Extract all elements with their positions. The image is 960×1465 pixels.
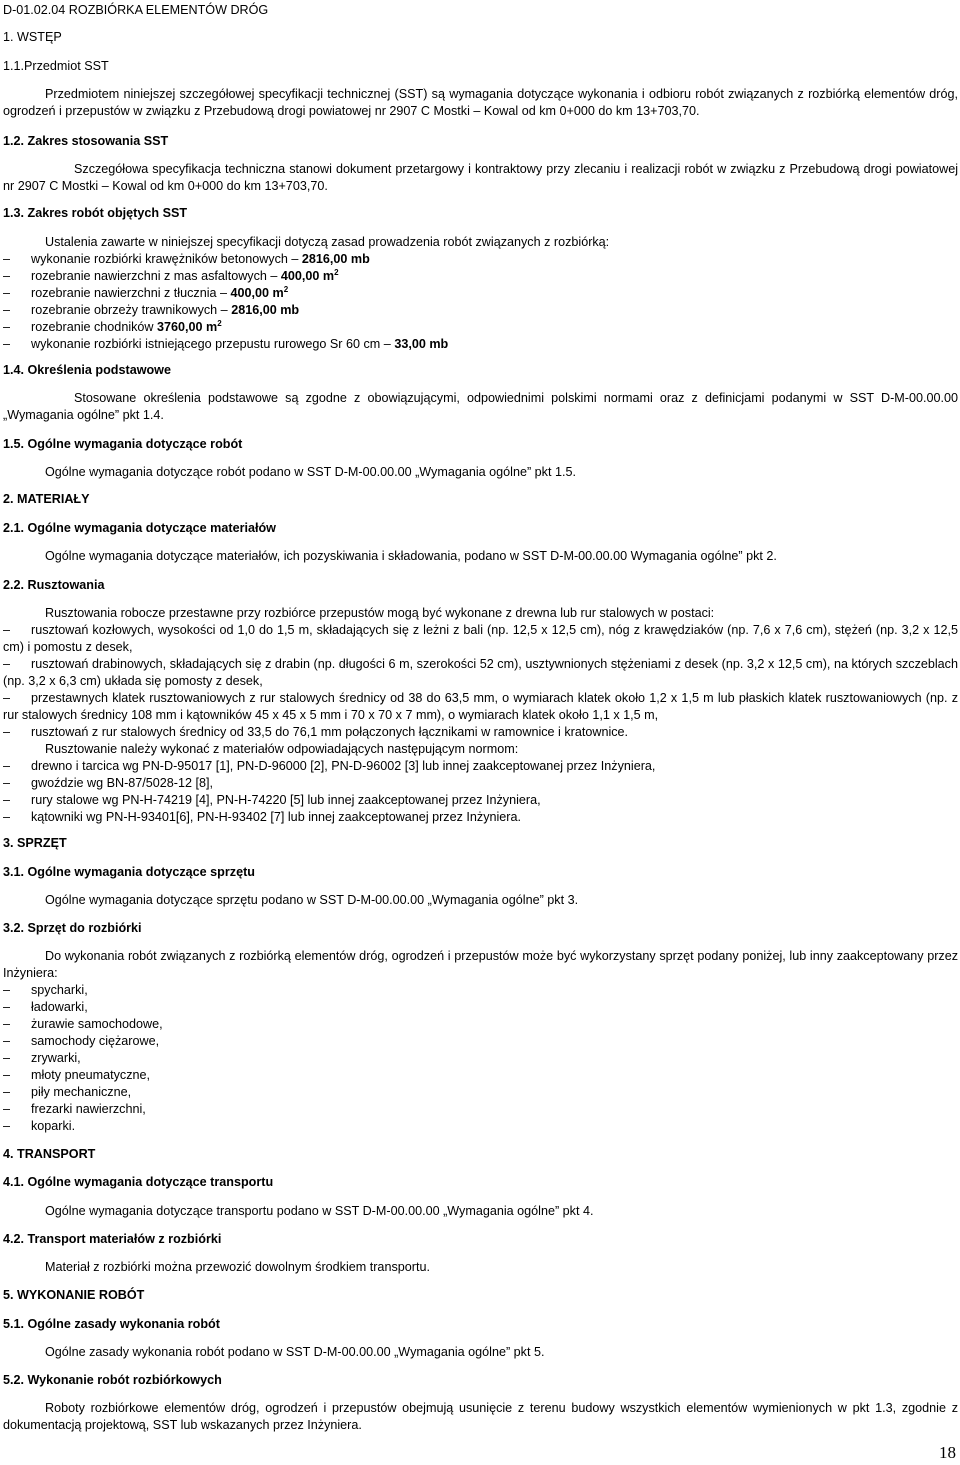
dash-bullet: – (3, 337, 11, 351)
list-item-text: rury stalowe wg PN-H-74219 [4], PN-H-74220 [5] lub innej zaakceptowanej przez Inżyniera, (31, 793, 541, 807)
scaffold-list (3, 622, 958, 826)
unit-superscript: 2 (283, 284, 289, 294)
section-2-2-heading: 2.2. Rusztowania (3, 578, 105, 592)
list-item-text: rozebranie obrzeży trawnikowych – (31, 303, 228, 317)
list-item (3, 319, 958, 336)
section-4-1-heading: 4.1. Ogólne wymagania dotyczące transportu (3, 1175, 274, 1189)
section-4-2-heading: 4.2. Transport materiałów z rozbiórki (3, 1232, 222, 1246)
paragraph-2-2-norms: Rusztowanie należy wykonać z materiałów odpowiadających następującym normom: (45, 742, 519, 756)
dash-bullet: – (3, 303, 11, 317)
paragraph-1-2: Szczegółowa specyfikacja techniczna stanowi dokument przetargowy i kontraktowy przy zlecaniu i realizacji robót w związku z Przebudową drogi powiatowej nr 2907 C Mostki – Kowal od km 0+000 do km 13+703,70. (3, 162, 958, 193)
list-item-text: samochody ciężarowe, (31, 1034, 160, 1048)
paragraph-4-1: Ogólne wymagania dotyczące transportu podano w SST D-M-00.00.00 „Wymagania ogólne” pkt 4. (45, 1204, 594, 1218)
scope-list (3, 251, 958, 353)
list-item-text: gwoździe wg BN-87/5028-12 [8], (31, 776, 214, 790)
list-item (3, 809, 958, 826)
list-item (3, 285, 958, 302)
list-item-quantity: 33,00 mb (394, 337, 449, 351)
section-1-5-heading: 1.5. Ogólne wymagania dotyczące robót (3, 437, 243, 451)
section-1-3-heading: 1.3. Zakres robót objętych SST (3, 206, 188, 220)
section-5-2-heading: 5.2. Wykonanie robót rozbiórkowych (3, 1373, 222, 1387)
page-number: 18 (939, 1443, 956, 1462)
dash-bullet: – (3, 1000, 11, 1014)
section-2-heading: 2. MATERIAŁY (3, 492, 90, 506)
list-item-quantity: 2816,00 mb (301, 252, 370, 266)
unit-superscript: 2 (217, 318, 222, 328)
unit-superscript: 2 (334, 267, 339, 277)
list-item-text: rozebranie nawierzchni z tłucznia – (31, 286, 228, 300)
list-item-text: frezarki nawierzchni, (31, 1102, 146, 1116)
dash-bullet: – (3, 983, 11, 997)
list-item-text: rusztowań kozłowych, wysokości od 1,0 do 1,5 m, składających się z leżni z bali (np. 12,5 x 12,5 cm), nóg z krawędziaków (np. 7,6 x 7,6 cm), stężeń (np. 3,2 x 12,5 cm) i pomostu z desek, (3, 623, 958, 654)
dash-bullet: – (3, 1119, 11, 1133)
list-item (3, 622, 958, 656)
dash-bullet: – (3, 1085, 11, 1099)
dash-bullet: – (3, 1017, 11, 1031)
section-5-heading: 5. WYKONANIE ROBÓT (3, 1288, 145, 1302)
list-item-quantity: 2816,00 mb (231, 303, 300, 317)
section-5-1-heading: 5.1. Ogólne zasady wykonania robót (3, 1317, 220, 1331)
equipment-list (3, 982, 958, 1135)
list-item-text: rozebranie chodników (31, 320, 154, 334)
section-1-4-heading: 1.4. Określenia podstawowe (3, 363, 171, 377)
list-item (3, 302, 958, 319)
list-item (3, 1118, 958, 1135)
list-item-text: rusztowań drabinowych, składających się z drabin (np. długości 6 m, szerokości 52 cm), usztywnionych stężeniami z desek (np. 3,2 x 12,5 cm), na których szczeblach (np. 3,2 x 6,3 cm) układa się pomosty z desek, (3, 657, 958, 688)
dash-bullet: – (3, 320, 11, 334)
dash-bullet: – (3, 776, 11, 790)
list-item (3, 982, 958, 999)
list-item-quantity: 3760,00 m (157, 320, 218, 334)
dash-bullet: – (3, 810, 11, 824)
list-item-text: zrywarki, (31, 1051, 81, 1065)
list-item-text: kątowniki wg PN-H-93401[6], PN-H-93402 [7] lub innej zaakceptowanej przez Inżyniera. (31, 810, 522, 824)
list-item (3, 724, 958, 741)
list-item (3, 251, 958, 268)
paragraph-4-2: Materiał z rozbiórki można przewozić dowolnym środkiem transportu. (45, 1260, 430, 1274)
section-3-2-heading: 3.2. Sprzęt do rozbiórki (3, 921, 142, 935)
list-item (3, 268, 958, 285)
dash-bullet: – (3, 725, 11, 739)
dash-bullet: – (3, 691, 11, 705)
list-item (3, 775, 958, 792)
dash-bullet: – (3, 793, 11, 807)
dash-bullet: – (3, 252, 11, 266)
document-title: D-01.02.04 ROZBIÓRKA ELEMENTÓW DRÓG (3, 3, 269, 17)
dash-bullet: – (3, 759, 11, 773)
list-item-text: wykonanie rozbiórki krawężników betonowych – (31, 252, 299, 266)
paragraph-3-1: Ogólne wymagania dotyczące sprzętu podano w SST D-M-00.00.00 „Wymagania ogólne” pkt 3. (45, 893, 579, 907)
list-item (3, 792, 958, 809)
list-item (3, 656, 958, 690)
list-item-text: przestawnych klatek rusztowaniowych z rur stalowych średnicy od 38 do 63,5 mm, o wymiarach klatek około 1,2 x 1,5 m lub płaskich klatek rusztowaniowych (np. z rur stalowych średnicy 108 mm i kątowników 45 x 45 x 5 mm i 70 x 70 x 7 mm), o wymiarach klatek około 1,1 x 1,5 m, (3, 691, 958, 722)
dash-bullet: – (3, 286, 11, 300)
paragraph-1-4: Stosowane określenia podstawowe są zgodne z obowiązującymi, odpowiednimi polskimi normami oraz z definicjami podanymi w SST D-M-00.00.00 „Wymagania ogólne” pkt 1.4. (3, 391, 958, 422)
list-item-text: spycharki, (31, 983, 88, 997)
list-item (3, 1050, 958, 1067)
list-item-text: koparki. (31, 1119, 76, 1133)
list-item-text: piły mechaniczne, (31, 1085, 132, 1099)
list-item-text: rozebranie nawierzchni z mas asfaltowych – (31, 269, 278, 283)
paragraph-2-1: Ogólne wymagania dotyczące materiałów, ich pozyskiwania i składowania, podano w SST D-M-00.00.00 Wymagania ogólne” pkt 2. (45, 549, 777, 563)
paragraph-1-5: Ogólne wymagania dotyczące robót podano w SST D-M-00.00.00 „Wymagania ogólne” pkt 1.5. (45, 465, 576, 479)
list-item-text: ładowarki, (31, 1000, 88, 1014)
list-item (3, 1101, 958, 1118)
section-2-1-heading: 2.1. Ogólne wymagania dotyczące materiałów (3, 521, 276, 535)
list-item (3, 1016, 958, 1033)
paragraph-5-2: Roboty rozbiórkowe elementów dróg, ogrodzeń i przepustów obejmują usunięcie z terenu budowy wszystkich elementów wymienionych w pkt 1.3, zgodnie z dokumentacją projektową, SST lub wskazanych przez Inżyniera. (3, 1401, 958, 1432)
section-1-2-heading: 1.2. Zakres stosowania SST (3, 134, 169, 148)
list-item (3, 336, 958, 353)
section-4-heading: 4. TRANSPORT (3, 1147, 96, 1161)
dash-bullet: – (3, 657, 11, 671)
dash-bullet: – (3, 1102, 11, 1116)
section-1-1-heading: 1.1.Przedmiot SST (3, 59, 109, 73)
paragraph-1-1: Przedmiotem niniejszej szczegółowej specyfikacji technicznej (SST) są wymagania dotyczące wykonania i odbioru robót związanych z rozbiórką elementów dróg, ogrodzeń i przepustów w związku z Przebudową drogi powiatowej nr 2907 C Mostki – Kowal od km 0+000 do km 13+703,70. (3, 87, 958, 118)
list-item (3, 999, 958, 1016)
dash-bullet: – (3, 1068, 11, 1082)
dash-bullet: – (3, 1034, 11, 1048)
dash-bullet: – (3, 269, 11, 283)
dash-bullet: – (3, 623, 11, 637)
list-item-quantity: 400,00 m (280, 269, 335, 283)
list-item-text: żurawie samochodowe, (31, 1017, 163, 1031)
list-item (3, 1067, 958, 1084)
paragraph-5-1: Ogólne zasady wykonania robót podano w SST D-M-00.00.00 „Wymagania ogólne” pkt 5. (45, 1345, 545, 1359)
section-3-heading: 3. SPRZĘT (3, 836, 67, 850)
section-1-heading: 1. WSTĘP (3, 30, 62, 44)
list-item-text: wykonanie rozbiórki istniejącego przepustu rurowego Sr 60 cm – (31, 337, 391, 351)
list-item-text: drewno i tarcica wg PN-D-95017 [1], PN-D-96000 [2], PN-D-96002 [3] lub innej zaakceptowanej przez Inżyniera, (31, 759, 656, 773)
list-item (3, 1084, 958, 1101)
list-item (3, 690, 958, 724)
list-item (3, 758, 958, 775)
paragraph-1-3: Ustalenia zawarte w niniejszej specyfikacji dotyczą zasad prowadzenia robót związanych z rozbiórką: (45, 235, 610, 249)
list-item (3, 1033, 958, 1050)
list-item-quantity: 400,00 m (230, 286, 284, 300)
list-item-text: rusztowań z rur stalowych średnicy od 33,5 do 76,1 mm połączonych łącznikami w ramownice i kratownice. (31, 725, 629, 739)
paragraph-3-2: Do wykonania robót związanych z rozbiórką elementów dróg, ogrodzeń i przepustów może być wykorzystany sprzęt podany poniżej, lub inny zaakceptowany przez Inżyniera: (3, 949, 958, 980)
dash-bullet: – (3, 1051, 11, 1065)
paragraph-2-2: Rusztowania robocze przestawne przy rozbiórce przepustów mogą być wykonane z drewna lub rur stalowych w postaci: (45, 606, 715, 620)
section-3-1-heading: 3.1. Ogólne wymagania dotyczące sprzętu (3, 865, 255, 879)
list-item-text: młoty pneumatyczne, (31, 1068, 150, 1082)
